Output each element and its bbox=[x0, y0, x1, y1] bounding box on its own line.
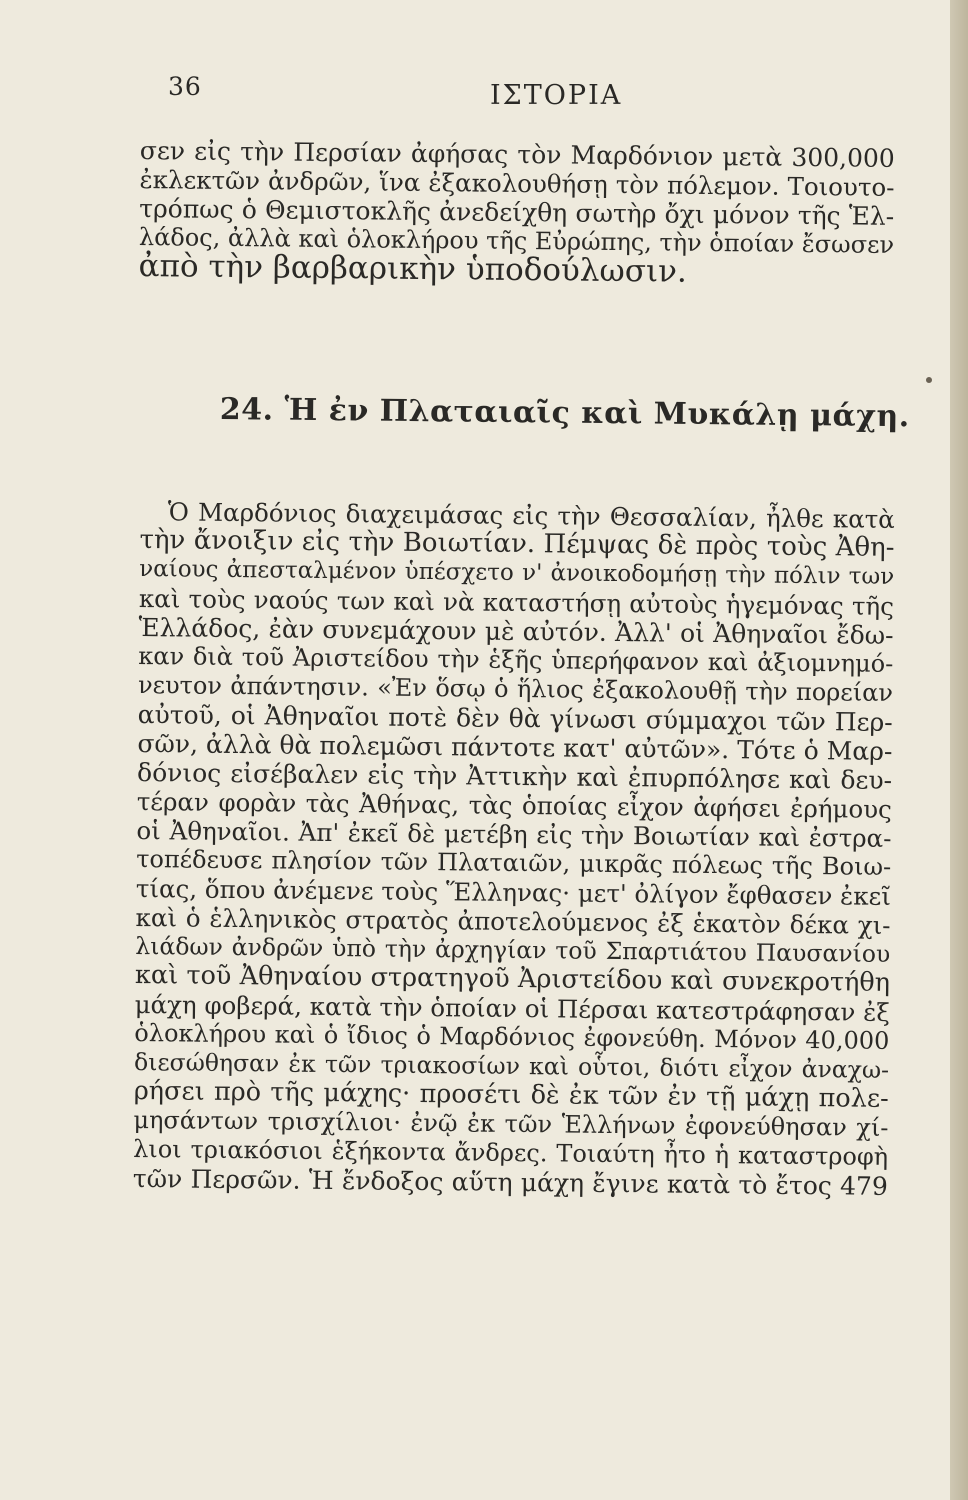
text-line: ὁλοκλήρου καὶ ὁ ἴδιος ὁ Μαρδόνιος ἐφονεύθη. Μόνον 40,000 bbox=[134, 1018, 890, 1055]
text-line: Ἑλλάδος, ἐὰν συνεμάχουν μὲ αὐτόν. Ἀλλ' οἱ Ἀθηναῖοι ἔδω- bbox=[138, 612, 894, 650]
ink-dot bbox=[926, 377, 932, 383]
paragraph-2 bbox=[133, 497, 895, 1201]
text-line: λιάδων ἀνδρῶν ὑπὸ τὴν ἀρχηγίαν τοῦ Σπαρτιάτου Παυσανίου bbox=[135, 931, 891, 968]
text-line: λάδος, ἀλλὰ καὶ ὁλοκλήρου τῆς Εὐρώπης, τὴν ὁποίαν ἔσωσεν bbox=[138, 222, 895, 259]
text-line: τρόπως ὁ Θεμιστοκλῆς ἀνεδείχθη σωτὴρ ὄχι μόνον τῆς Ἑλ- bbox=[139, 193, 895, 231]
section-heading: 24. Ἡ ἐν Πλαταιαῖς καὶ Μυκάλῃ μάχη. bbox=[219, 392, 910, 435]
text-line: καὶ τοῦ Ἀθηναίου στρατηγοῦ Ἀριστείδου καὶ συνεκροτήθη bbox=[134, 959, 891, 998]
text-line: καὶ τοὺς ναούς των καὶ νὰ καταστήσῃ αὐτοὺς ἡγεμόνας τῆς bbox=[138, 583, 895, 621]
text-line: καν διὰ τοῦ Ἀριστείδου τὴν ἑξῆς ὑπερήφανον καὶ ἀξιομνημό- bbox=[138, 641, 894, 678]
text-line: διεσώθησαν ἐκ τῶν τριακοσίων καὶ οὗτοι, διότι εἶχον ἀναχω- bbox=[133, 1047, 890, 1084]
text-line: ρήσει πρὸ τῆς μάχης· προσέτι δὲ ἐκ τῶν ἐν τῇ μάχῃ πολε- bbox=[133, 1075, 889, 1114]
text-line: ἐκλεκτῶν ἀνδρῶν, ἵνα ἐξακολουθήσῃ τὸν πόλεμον. Τοιουτο- bbox=[139, 164, 895, 202]
text-line: αὐτοῦ, οἱ Ἀθηναῖοι ποτὲ δὲν θὰ γίνωσι σύμμαχοι τῶν Περ- bbox=[137, 699, 893, 737]
text-line: σῶν, ἀλλὰ θὰ πολεμῶσι πάντοτε κατ' αὐτῶν». Τότε ὁ Μαρ- bbox=[137, 728, 893, 766]
text-line: λιοι τριακόσιοι ἑξήκοντα ἄνδρες. Τοιαύτη ἦτο ἡ καταστροφὴ bbox=[133, 1134, 889, 1171]
page-header bbox=[0, 72, 950, 112]
text-line: τὴν ἄνοιξιν εἰς τὴν Βοιωτίαν. Πέμψας δὲ πρὸς τοὺς Ἀθη- bbox=[139, 524, 895, 563]
text-line: μησάντων τρισχίλιοι· ἐνῷ ἐκ τῶν Ἑλλήνων ἐφονεύθησαν χί- bbox=[133, 1105, 889, 1142]
text-line: δόνιος εἰσέβαλεν εἰς τὴν Ἀττικὴν καὶ ἐπυρπόλησε καὶ δευ- bbox=[136, 757, 893, 795]
page-edge-shadow bbox=[950, 0, 968, 1500]
text-line: οἱ Ἀθηναῖοι. Ἀπ' ἐκεῖ δὲ μετέβη εἰς τὴν Βοιωτίαν καὶ ἐστρα- bbox=[136, 815, 892, 853]
text-line: τοπέδευσε πλησίον τῶν Πλαταιῶν, μικρᾶς πόλεως τῆς Βοιω- bbox=[136, 844, 892, 881]
page-number: 36 bbox=[168, 72, 202, 101]
text-line: τίας, ὅπου ἀνέμενε τοὺς Ἕλληνας· μετ' ὀλίγον ἔφθασεν ἐκεῖ bbox=[135, 873, 892, 911]
text-line: καὶ ὁ ἑλληνικὸς στρατὸς ἀποτελούμενος ἐξ ἑκατὸν δέκα χι- bbox=[135, 902, 891, 940]
text-line: τέραν φορὰν τὰς Ἀθήνας, τὰς ὁποίας εἶχον ἀφήσει ἐρήμους bbox=[136, 786, 892, 824]
running-title: ΙΣΤΟΡΙΑ bbox=[490, 80, 623, 111]
text-line: ναίους ἀπεσταλμένον ὑπέσχετο ν' ἀνοικοδομήσῃ τὴν πόλιν των bbox=[139, 555, 895, 590]
text-line: μάχη φοβερά, κατὰ τὴν ὁποίαν οἱ Πέρσαι κατεστράφησαν ἐξ bbox=[134, 989, 890, 1027]
text-line: Ὁ Μαρδόνιος διαχειμάσας εἰς τὴν Θεσσαλίαν, ἦλθε κατὰ bbox=[167, 497, 895, 534]
text-line: σεν εἰς τὴν Περσίαν ἀφήσας τὸν Μαρδόνιον μετὰ 300,000 bbox=[139, 136, 895, 173]
paragraph-1 bbox=[138, 136, 894, 289]
text-line: ἀπὸ τὴν βαρβαρικὴν ὑποδούλωσιν. bbox=[138, 247, 688, 290]
text-line: νευτον ἀπάντησιν. «Ἐν ὅσῳ ὁ ἥλιος ἐξακολουθῇ τὴν πορείαν bbox=[137, 670, 894, 707]
text-line: τῶν Περσῶν. Ἡ ἔνδοξος αὕτη μάχη ἔγινε κατὰ τὸ ἔτος 479 bbox=[132, 1163, 888, 1201]
